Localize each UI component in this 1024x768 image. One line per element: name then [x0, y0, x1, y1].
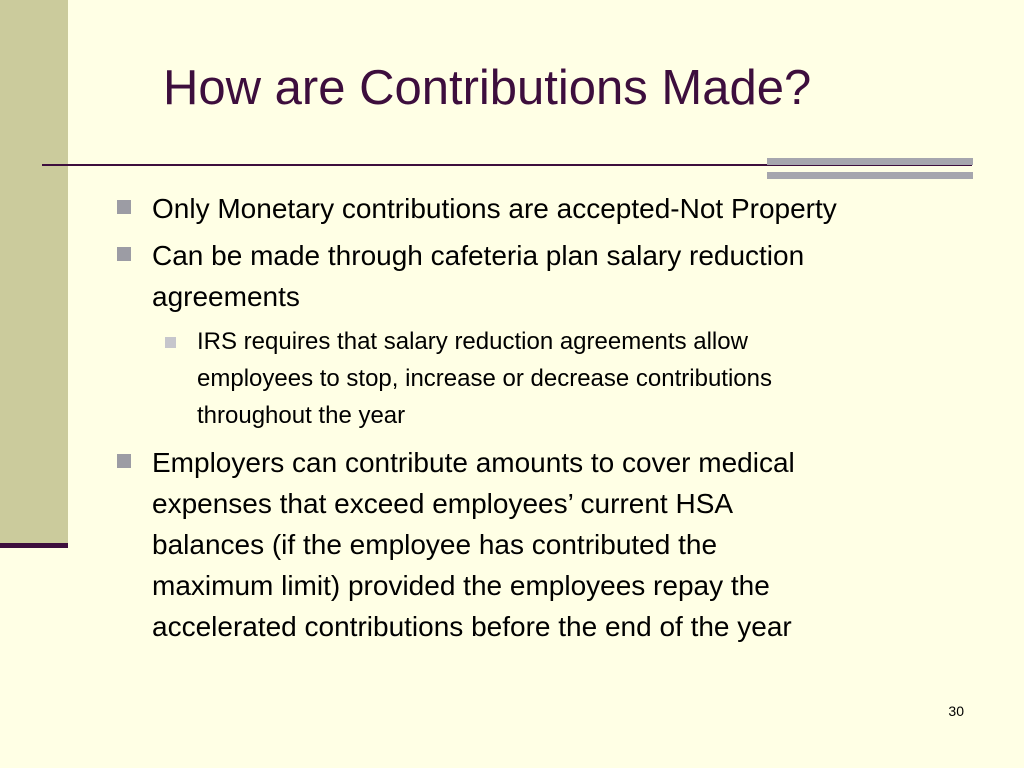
bullet-item [115, 235, 995, 317]
sub-bullet-text-line: throughout the year [197, 402, 406, 429]
sub-bullet-item [160, 323, 995, 434]
bullet-text-line: maximum limit) provided the employees repay the [152, 570, 770, 601]
square-sub-bullet-icon [165, 337, 176, 348]
square-bullet-icon [117, 247, 131, 261]
title-accent-bars [767, 158, 973, 179]
sidebar-accent-line [0, 543, 68, 548]
slide-sidebar-decoration [0, 0, 68, 545]
bullet-list [115, 188, 995, 653]
accent-bar-top [767, 158, 973, 165]
bullet-text-line: Can be made through cafeteria plan salary reduction [152, 240, 805, 271]
bullet-text-line: agreements [152, 281, 300, 312]
sub-bullet-text-line: IRS requires that salary reduction agreements allow [197, 328, 748, 355]
bullet-text-line: accelerated contributions before the end of the year [152, 611, 792, 642]
bullet-text-line: balances (if the employee has contributed the [152, 529, 718, 560]
square-bullet-icon [117, 454, 131, 468]
square-bullet-icon [117, 200, 131, 214]
accent-bar-bottom [767, 172, 973, 179]
slide-title: How are Contributions Made? [163, 61, 812, 115]
bullet-text-line: Only Monetary contributions are accepted-Not Property [152, 193, 837, 224]
bullet-item [115, 188, 995, 229]
bullet-text-line: expenses that exceed employees’ current HSA [152, 488, 734, 519]
bullet-text-line: Employers can contribute amounts to cover medical [152, 447, 795, 478]
bullet-item [115, 442, 995, 647]
page-number: 30 [948, 703, 964, 719]
sub-bullet-text-line: employees to stop, increase or decrease contributions [197, 365, 772, 392]
